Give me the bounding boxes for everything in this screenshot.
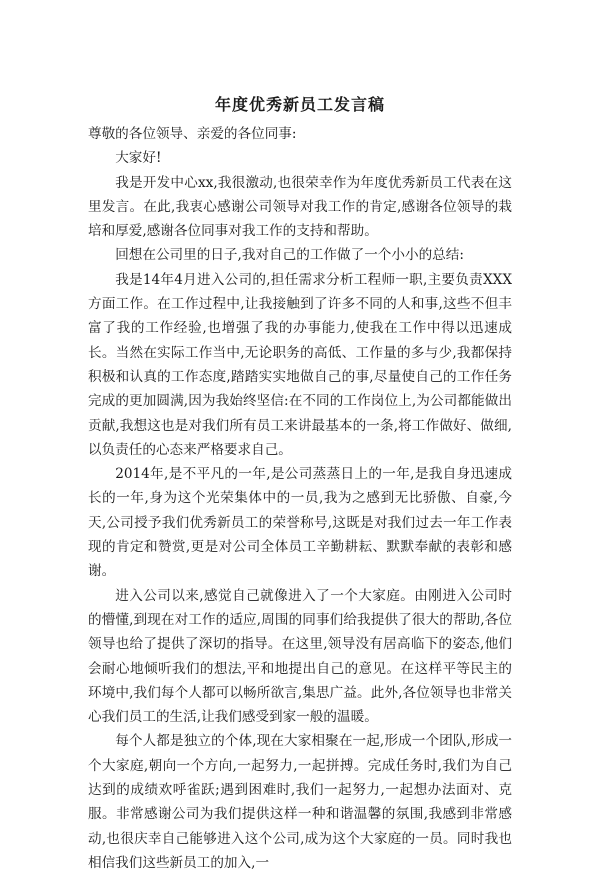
salutation: 尊敬的各位领导、亲爱的各位同事: [88, 126, 297, 142]
paragraph-work: 我是14年4月进入公司的,担任需求分析工程师一职,主要负责XXX方面工作。在工作过程中,让我接触到了许多不同的人和事,这些不但丰富了我的工作经验,也增强了我的办事能力,使我在工作中得以迅速成长。当然在实际工作当中,无论职务的高低、工作量的多与少,我都保持积极和认真的工作态度,踏踏实实地做自己的事,尽量使自己的工作任务完成的更加圆满,因为我始终坚信:在不同的工作岗位上,为公司都能做出贡献,我想这也是对我们所有员工来讲最基本的一条,将工作做好、做细,以负责任的心态来严格要求自己。 [88, 271, 512, 458]
document-title: 年度优秀新员工发言稿 [214, 95, 385, 114]
paragraph-team: 每个人都是独立的个体,现在大家相聚在一起,形成一个团队,形成一个大家庭,朝向一个方向,一起努力,一起拼搏。完成任务时,我们为自己达到的成绩欢呼雀跃;遇到困难时,我们一起努力,一起想办法面对、克服。非常感谢公司为我们提供这样一种和谐温馨的氛围,我感到非常感动,也很庆幸自己能够进入这个公司,成为这个大家庭的一员。同时我也相信我们这些新员工的加入,一 [88, 733, 512, 871]
paragraph-greeting: 大家好! [115, 150, 162, 167]
document-body [88, 122, 512, 875]
paragraph-2014: 2014年,是不平凡的一年,是公司蒸蒸日上的一年,是我自身迅速成长的一年,身为这个光荣集体中的一员,我为之感到无比骄傲、自豪,今天,公司授予我们优秀新员工的荣誉称号,这既是对我们过去一年工作表现的肯定和赞赏,更是对公司全体员工辛勤耕耘、默默奉献的表彰和感谢。 [88, 466, 512, 580]
paragraph-summary-lead: 回想在公司里的日子,我对自己的工作做了一个小小的总结: [115, 247, 464, 264]
paragraph-intro: 我是开发中心xx,我很激动,也很荣幸作为年度优秀新员工代表在这里发言。在此,我衷心感谢公司领导对我工作的肯定,感谢各位领导的栽培和厚爱,感谢各位同事对我工作的支持和帮助。 [88, 174, 512, 240]
paragraph-family: 进入公司以来,感觉自己就像进入了一个大家庭。由刚进入公司时的懵懂,到现在对工作的适应,周围的同事们给我提供了很大的帮助,各位领导也给了提供了深切的指导。在这里,领导没有居高临下的姿态,他们会耐心地倾听我们的想法,平和地提出自己的意见。在这样平等民主的环境中,我们每个人都可以畅所欲言,集思广益。此外,各位领导也非常关心我们员工的生活,让我们感受到家一般的温暖。 [88, 587, 512, 726]
